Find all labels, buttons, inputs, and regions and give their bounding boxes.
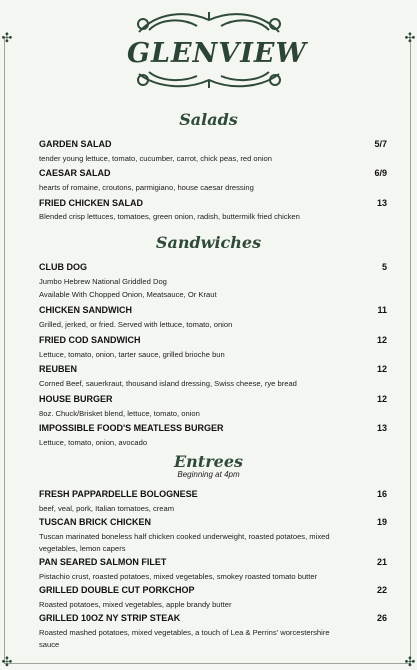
menu-item-price: 6/9 [374, 168, 387, 178]
menu-item-name: TUSCAN BRICK CHICKEN [39, 517, 151, 527]
menu-item-name: FRIED CHICKEN SALAD [39, 198, 144, 208]
menu-item-price: 13 [376, 423, 387, 433]
corner-ornament-bottom-right-icon: ✣ [404, 655, 416, 670]
menu-item-price: 12 [376, 394, 387, 404]
section-note: Beginning at 4pm [177, 470, 240, 479]
menu-item-name: FRIED COD SANDWICH [39, 335, 141, 345]
menu-item-price: 12 [376, 335, 387, 345]
menu-item-description: vegetables, lemon capers [39, 544, 126, 553]
logo [127, 6, 307, 92]
menu-item-price: 26 [376, 613, 387, 623]
menu-item-price: 5 [381, 262, 387, 272]
menu-item-description: Blended crisp lettuces, tomatoes, green onion, radish, buttermilk fried chicken [39, 212, 300, 221]
section-title-salads: Salads [179, 110, 238, 129]
logo-text: GLENVIEW [127, 38, 307, 69]
menu-item-price: 19 [376, 517, 387, 527]
corner-ornament-top-right-icon: ✣ [404, 31, 416, 46]
menu-item-name: GRILLED DOUBLE CUT PORKCHOP [39, 585, 195, 595]
menu-item-description: Corned Beef, sauerkraut, thousand island dressing, Swiss cheese, rye bread [39, 379, 297, 388]
menu-item-price: 11 [377, 305, 387, 315]
menu-item-description: Lettuce, tomato, onion, avocado [39, 438, 148, 447]
menu-item-description: Jumbo Hebrew National Griddled Dog [39, 277, 167, 286]
menu-item-name: CHICKEN SANDWICH [39, 305, 132, 315]
menu-item-description: beef, veal, pork, Italian tomatoes, cream [39, 504, 175, 513]
menu-item-description: Roasted mashed potatoes, mixed vegetables, a touch of Lea & Perrins' worcestershire [39, 628, 330, 637]
section-title-sandwiches: Sandwiches [155, 233, 262, 252]
menu-item-name: GRILLED 10OZ NY STRIP STEAK [39, 613, 181, 623]
menu-item-description: 8oz. Chuck/Brisket blend, lettuce, tomato, onion [39, 409, 200, 418]
menu-item-name: CLUB DOG [39, 262, 87, 272]
corner-ornament-bottom-left-icon: ✣ [1, 655, 13, 670]
menu-item-price: 12 [376, 364, 387, 374]
menu-item-name: REUBEN [39, 364, 78, 374]
menu-item-description: hearts of romaine, croutons, parmigiano, house caesar dressing [39, 183, 254, 192]
menu-item-description: Lettuce, tomato, onion, tarter sauce, grilled brioche bun [39, 350, 225, 359]
menu-item-description: tender young lettuce, tomato, cucumber, carrot, chick peas, red onion [39, 154, 273, 163]
menu-item-description: Available With Chopped Onion, Meatsauce, Or Kraut [39, 290, 217, 299]
menu-item-name: FRESH PAPPARDELLE BOLOGNESE [39, 489, 198, 499]
menu-item-price: 5/7 [374, 139, 387, 149]
menu-item-name: CAESAR SALAD [39, 168, 111, 178]
menu-item-price: 13 [376, 198, 387, 208]
section-title-entrees: Entrees [173, 452, 243, 471]
menu-item-description: Pistachio crust, roasted potatoes, mixed vegetables, smokey roasted tomato butter [39, 572, 318, 581]
menu-item-description: Roasted potatoes, mixed vegetables, apple brandy butter [39, 600, 232, 609]
menu-item-description: sauce [39, 640, 60, 649]
menu-item-name: HOUSE BURGER [39, 394, 113, 404]
menu-item-price: 22 [376, 585, 387, 595]
menu-item-name: IMPOSSIBLE FOOD'S MEATLESS BURGER [39, 423, 224, 433]
menu-item-name: GARDEN SALAD [39, 139, 112, 149]
menu-item-price: 16 [376, 489, 387, 499]
corner-ornament-top-left-icon: ✣ [1, 31, 13, 46]
menu-item-name: PAN SEARED SALMON FILET [39, 557, 167, 567]
menu-item-price: 21 [376, 557, 387, 567]
menu-item-description: Grilled, jerked, or fried. Served with lettuce, tomato, onion [39, 320, 233, 329]
menu-item-description: Tuscan marinated boneless half chicken cooked underweight, roasted potatoes, mixed [39, 532, 330, 541]
